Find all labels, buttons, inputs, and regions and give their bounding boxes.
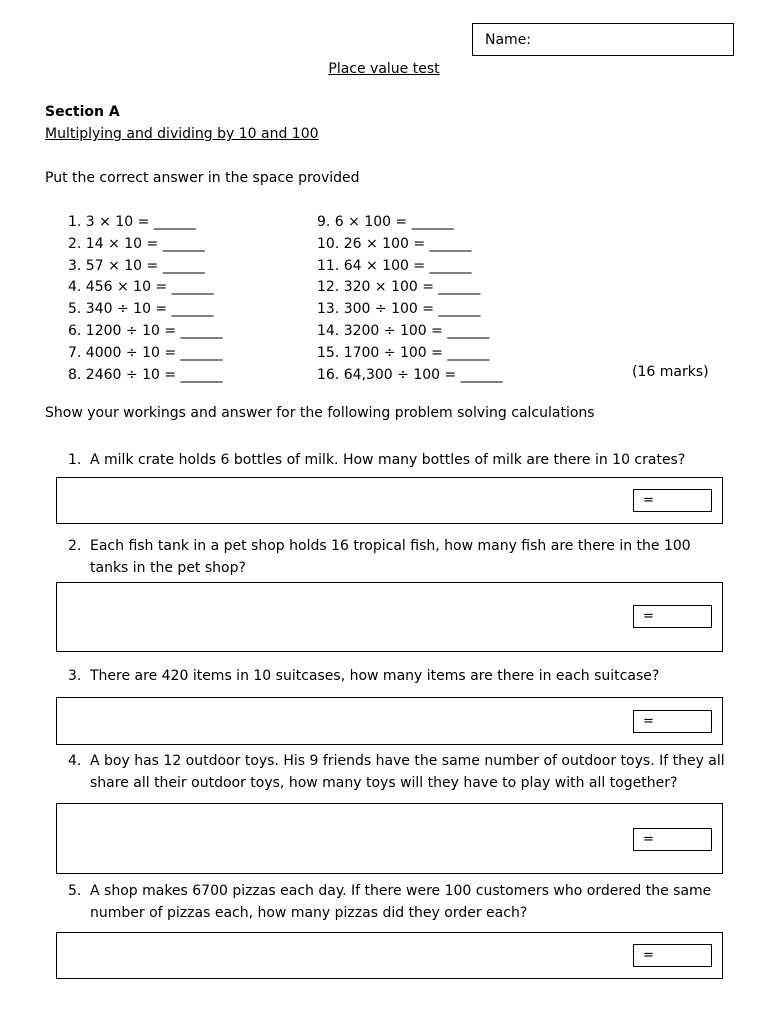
problem-5: [68, 880, 728, 924]
question-item: 14. 3200 ÷ 100 = ______: [317, 322, 490, 339]
problem-4: [68, 750, 728, 794]
question-item: 11. 64 × 100 = ______: [317, 257, 472, 274]
problem-text: A boy has 12 outdoor toys. His 9 friends have the same number of outdoor toys. If they all share all their outdoor toys, how many toys will they have to play with all together?: [90, 753, 725, 791]
section-subheading: Multiplying and dividing by 10 and 100: [45, 126, 319, 142]
name-label: Name:: [485, 32, 532, 48]
problem-number: 5.: [68, 883, 82, 899]
question-item: 12. 320 × 100 = ______: [317, 279, 481, 296]
problem-3: [68, 665, 728, 687]
problem-text: There are 420 items in 10 suitcases, how many items are there in each suitcase?: [90, 668, 660, 684]
question-item: 3. 57 × 10 = ______: [68, 257, 205, 274]
question-item: 8. 2460 ÷ 10 = ______: [68, 366, 223, 383]
problem-number: 1.: [68, 452, 82, 468]
answer-box-4[interactable]: [633, 828, 712, 851]
problem-text: Each fish tank in a pet shop holds 16 tropical fish, how many fish are there in the 100 tanks in the pet shop?: [90, 538, 691, 576]
problem-number: 3.: [68, 668, 82, 684]
question-item: 2. 14 × 10 = ______: [68, 235, 205, 252]
question-item: 13. 300 ÷ 100 = ______: [317, 301, 481, 318]
question-item: 4. 456 × 10 = ______: [68, 279, 214, 296]
problem-2: [68, 535, 728, 579]
question-item: 15. 1700 ÷ 100 = ______: [317, 344, 490, 361]
problem-text: A milk crate holds 6 bottles of milk. How many bottles of milk are there in 10 crates?: [90, 452, 686, 468]
workings-box-2[interactable]: [56, 582, 723, 652]
question-item: 6. 1200 ÷ 10 = ______: [68, 322, 223, 339]
problem-number: 4.: [68, 753, 82, 769]
workings-box-5[interactable]: [56, 932, 723, 979]
question-item: 7. 4000 ÷ 10 = ______: [68, 344, 223, 361]
page-title: Place value test: [328, 61, 440, 77]
question-item: 1. 3 × 10 = ______: [68, 214, 196, 230]
question-item: 9. 6 × 100 = ______: [317, 214, 454, 230]
problem-number: 2.: [68, 538, 82, 554]
question-item: 10. 26 × 100 = ______: [317, 235, 472, 252]
equals-sign: =: [643, 493, 654, 508]
questions-left-column: [68, 212, 223, 386]
answer-box-2[interactable]: [633, 605, 712, 628]
problems-intro: Show your workings and answer for the following problem solving calculations: [45, 405, 595, 421]
answer-box-5[interactable]: [633, 944, 712, 967]
problem-text: A shop makes 6700 pizzas each day. If there were 100 customers who ordered the same number of pizzas each, how many pizzas did they order each?: [90, 883, 712, 921]
workings-box-1[interactable]: [56, 477, 723, 524]
workings-box-4[interactable]: [56, 803, 723, 874]
question-item: 5. 340 ÷ 10 = ______: [68, 301, 214, 318]
question-item: 16. 64,300 ÷ 100 = ______: [317, 366, 503, 383]
problem-1: [68, 449, 728, 471]
section-heading: Section A: [45, 104, 120, 120]
workings-box-3[interactable]: [56, 697, 723, 745]
marks-label: (16 marks): [632, 364, 709, 380]
instruction-text: Put the correct answer in the space provided: [45, 170, 360, 186]
answer-box-1[interactable]: [633, 489, 712, 512]
equals-sign: =: [643, 948, 654, 963]
equals-sign: =: [643, 714, 654, 729]
equals-sign: =: [643, 609, 654, 624]
name-field[interactable]: [472, 23, 734, 56]
questions-right-column: [317, 212, 503, 386]
answer-box-3[interactable]: [633, 710, 712, 733]
equals-sign: =: [643, 832, 654, 847]
